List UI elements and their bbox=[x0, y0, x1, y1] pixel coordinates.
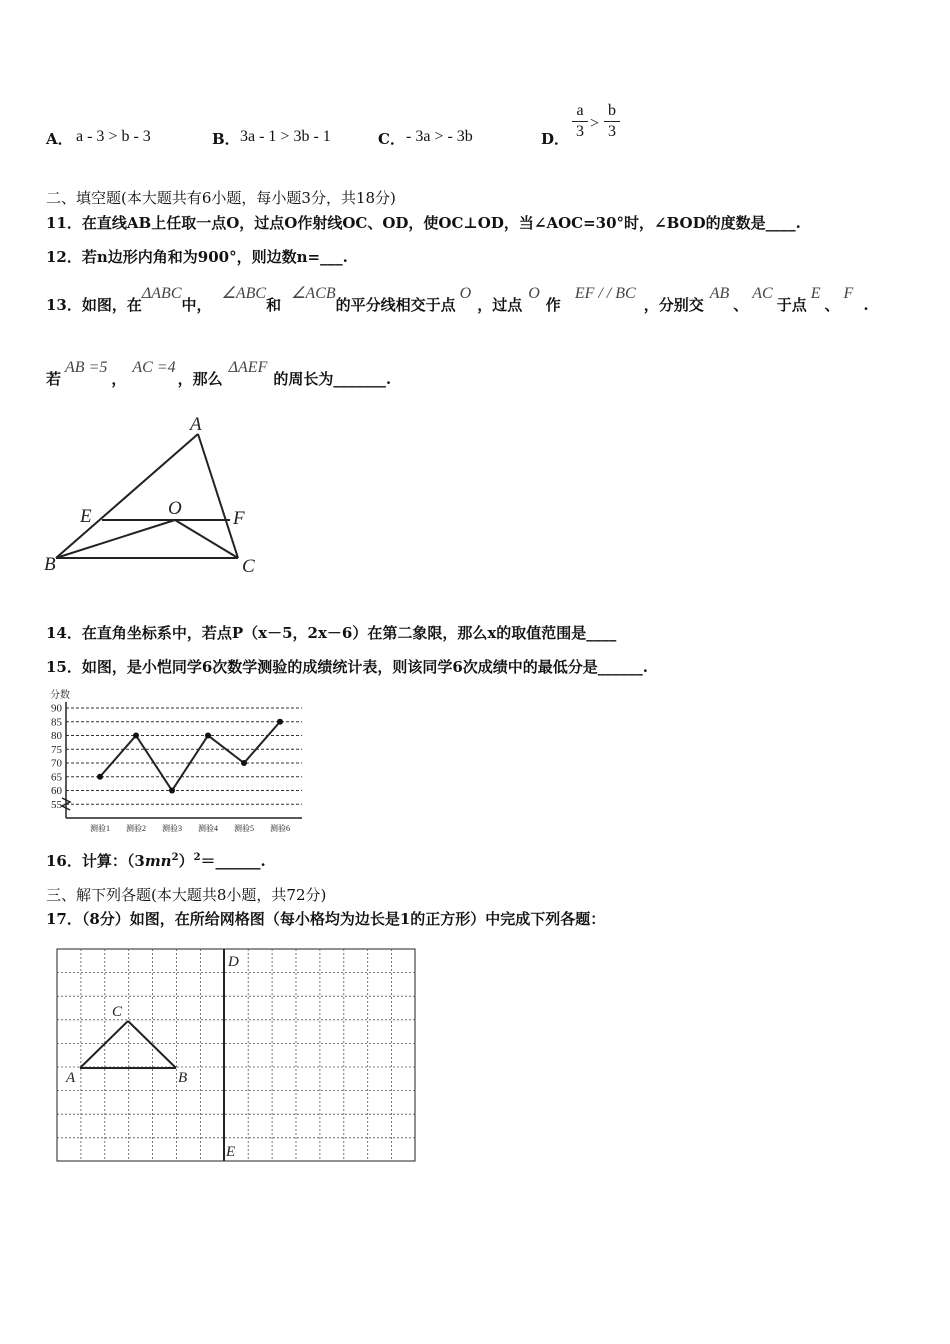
grid-label-e: E bbox=[226, 1144, 236, 1160]
q13-math: F bbox=[843, 285, 854, 302]
grid-label-d: D bbox=[228, 954, 239, 970]
q16-exponent: 2 bbox=[171, 852, 179, 863]
q13-math: E bbox=[810, 285, 821, 302]
q13-math: O bbox=[528, 285, 540, 302]
question-17: 17．（8分）如图，在所给网格图（每小格均为边长是1的正方形）中完成下列各题： bbox=[46, 910, 606, 928]
q13-text: 作 bbox=[545, 296, 561, 314]
q13-text: ，分别交 bbox=[643, 296, 704, 314]
grid-border bbox=[57, 949, 415, 1161]
fraction-a-over-3 bbox=[572, 102, 588, 141]
data-point bbox=[277, 719, 283, 725]
q16-text: ） bbox=[178, 852, 194, 870]
q16-text: 16．计算：（3 bbox=[46, 852, 145, 870]
q13-text: 、 bbox=[733, 296, 749, 314]
y-tick-label: 65 bbox=[51, 771, 62, 784]
q13-text: 中， bbox=[181, 296, 212, 314]
fraction-denominator: 3 bbox=[608, 123, 616, 140]
grid-label-c: C bbox=[112, 1004, 123, 1020]
section-2-title: 二、填空题(本大题共有6小题，每小题3分，共18分) bbox=[46, 189, 396, 207]
label-a: A bbox=[190, 414, 202, 435]
label-f: F bbox=[233, 508, 245, 529]
x-tick-label: 测验2 bbox=[126, 824, 146, 833]
question-12: 12．若n边形内角和为900°，则边数n=___. bbox=[46, 248, 348, 266]
grid-figure bbox=[52, 944, 422, 1168]
q13-math: AC bbox=[752, 285, 773, 302]
data-point bbox=[97, 774, 103, 780]
q13-text: 和 bbox=[266, 296, 282, 314]
fraction-denominator: 3 bbox=[576, 123, 584, 140]
question-16 bbox=[46, 850, 266, 871]
data-point bbox=[169, 788, 175, 794]
section-3-title: 三、解下列各题(本大题共8小题，共72分) bbox=[46, 886, 327, 904]
y-tick-label: 85 bbox=[51, 716, 62, 729]
q13-text: ，过点 bbox=[477, 296, 523, 314]
option-b-text: 3a - 1 > 3b - 1 bbox=[240, 128, 331, 145]
q13-text: ， bbox=[111, 370, 127, 388]
x-tick-label: 测验4 bbox=[198, 824, 218, 833]
x-tick-label: 测验5 bbox=[234, 824, 254, 833]
q16-text: ＝______. bbox=[200, 852, 266, 870]
triangle-figure bbox=[40, 410, 270, 580]
q13-text: 若 bbox=[46, 370, 62, 388]
q13-math: ∠ACB bbox=[291, 285, 336, 302]
option-b-label: B． bbox=[212, 130, 240, 148]
q13-math: AB bbox=[709, 285, 730, 302]
data-point bbox=[133, 733, 139, 739]
chart-ylabel: 分数 bbox=[50, 690, 70, 701]
q13-math: ∠ABC bbox=[221, 285, 267, 302]
q13-math: ΔABC bbox=[141, 285, 182, 302]
label-c: C bbox=[242, 556, 255, 577]
segment-cb bbox=[128, 1021, 176, 1068]
segment-ac bbox=[80, 1021, 128, 1068]
label-b: B bbox=[44, 554, 56, 575]
label-e: E bbox=[80, 506, 92, 527]
q13-text: 于点 bbox=[776, 296, 807, 314]
q13-math: O bbox=[459, 285, 472, 302]
y-tick-label: 80 bbox=[51, 730, 62, 742]
option-c-label: C． bbox=[378, 130, 405, 148]
fraction-numerator: b bbox=[608, 102, 616, 119]
y-tick-label: 75 bbox=[51, 743, 62, 756]
grid-label-b: B bbox=[178, 1070, 188, 1086]
option-a-text: a - 3 > b - 3 bbox=[76, 128, 151, 145]
question-13-line-1 bbox=[46, 282, 869, 318]
fraction-numerator: a bbox=[576, 102, 584, 119]
question-13-line-2 bbox=[46, 356, 391, 392]
y-tick-label: 90 bbox=[51, 702, 62, 715]
q16-exponent: 2 bbox=[193, 852, 201, 863]
q16-math: mn bbox=[144, 852, 172, 870]
q13-text: . bbox=[863, 296, 869, 314]
y-tick-label: 60 bbox=[51, 785, 62, 797]
q13-math: EF / / BC bbox=[574, 285, 636, 302]
q13-text: 13．如图，在 bbox=[46, 296, 142, 314]
score-series-line bbox=[100, 722, 280, 791]
x-tick-label: 测验1 bbox=[90, 824, 110, 833]
q13-text: 、 bbox=[824, 296, 840, 314]
fraction-b-over-3 bbox=[604, 102, 620, 141]
segment-ac bbox=[198, 434, 238, 558]
q13-math: AB =5 bbox=[65, 359, 108, 376]
option-d-label: D． bbox=[541, 130, 570, 148]
segment-bo bbox=[56, 520, 175, 558]
question-15: 15．如图，是小恺同学6次数学测验的成绩统计表，则该同学6次成绩中的最低分是______. bbox=[46, 658, 648, 676]
data-point bbox=[241, 760, 247, 766]
y-tick-label: 70 bbox=[51, 757, 62, 770]
x-tick-label: 测验6 bbox=[270, 824, 290, 833]
grid-label-a: A bbox=[66, 1070, 76, 1086]
question-14: 14．在直角坐标系中，若点P（x－5，2x－6）在第二象限，那么x的取值范围是____ bbox=[46, 624, 617, 642]
data-point bbox=[205, 733, 211, 739]
q13-math: AC =4 bbox=[132, 359, 176, 376]
question-11: 11．在直线AB上任取一点O，过点O作射线OC、OD，使OC⊥OD，当∠AOC=30°时，∠BOD的度数是____. bbox=[46, 214, 801, 232]
y-tick-label: 55 bbox=[51, 798, 62, 811]
q13-text: 的周长为_______. bbox=[273, 370, 392, 388]
segment-ba bbox=[56, 434, 198, 558]
option-c-text: - 3a > - 3b bbox=[406, 128, 473, 145]
greater-than-sign: > bbox=[590, 115, 600, 132]
q13-text: 的平分线相交于点 bbox=[335, 296, 456, 314]
q13-text: ，那么 bbox=[177, 370, 223, 388]
x-tick-label: 测验3 bbox=[162, 824, 182, 833]
option-a-label: A． bbox=[46, 130, 73, 148]
score-line-chart bbox=[40, 686, 310, 836]
q13-math: ΔAEF bbox=[228, 359, 268, 376]
label-o: O bbox=[168, 498, 182, 519]
